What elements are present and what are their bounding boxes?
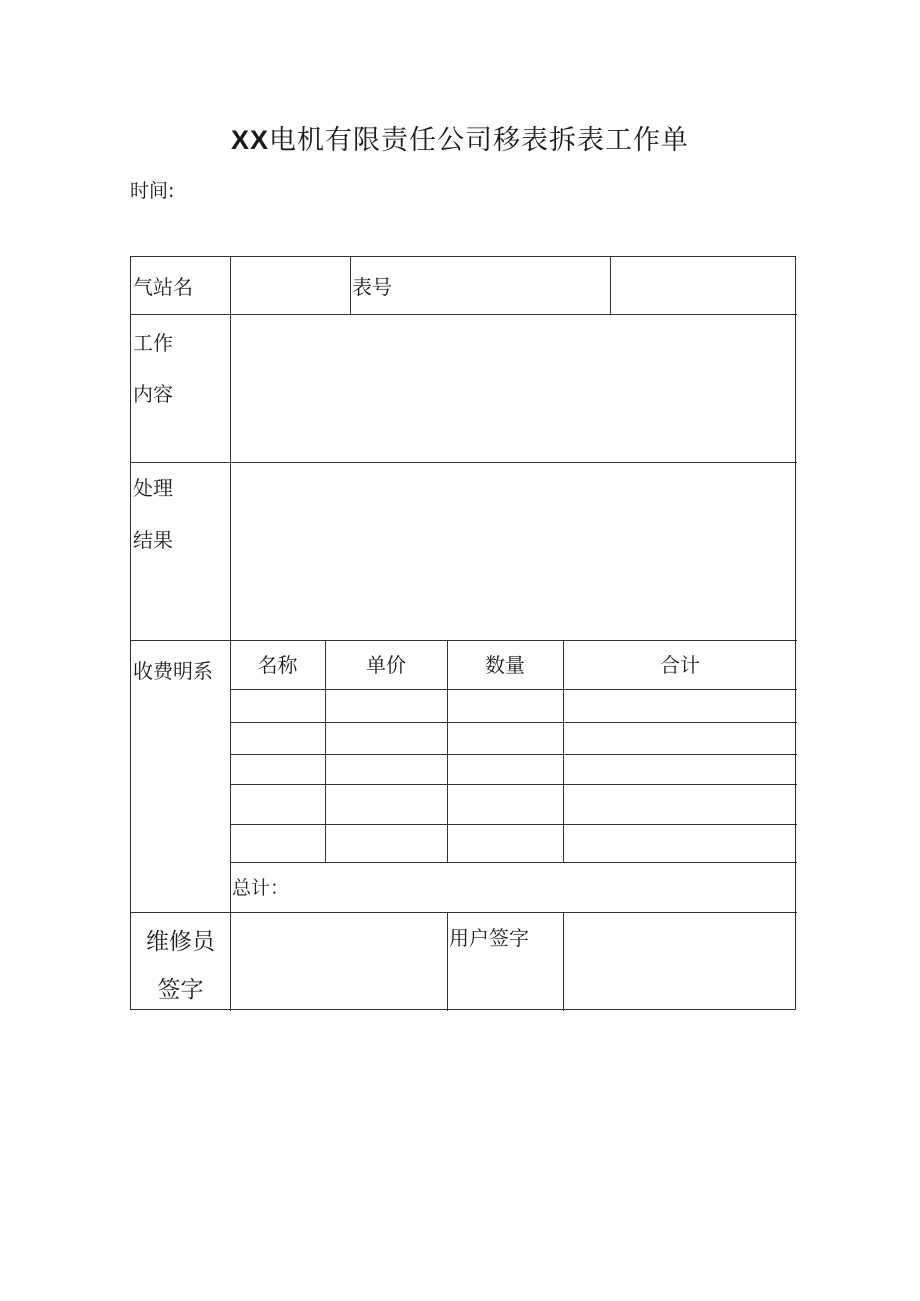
label-column-line (230, 257, 231, 1011)
document-title (0, 118, 920, 157)
fee-row-line-4 (230, 784, 797, 785)
work-order-form (130, 256, 796, 1010)
fee-row-line-1 (230, 689, 797, 690)
total-label: 总计： (232, 877, 290, 899)
result-label-line1: 处理 (133, 476, 173, 500)
repairer-sign-label-line1: 维修员 (146, 929, 215, 955)
title-text: 电机有限责任公司移表拆表工作单 (269, 125, 690, 156)
fee-header-name: 名称 (257, 653, 298, 677)
work-content-label-line1: 工作 (133, 331, 173, 355)
meter-value-right-line (610, 257, 611, 314)
time-label: 时间: (130, 180, 175, 202)
fee-header-quantity: 数量 (485, 653, 525, 677)
sign-col-line-2 (563, 912, 564, 1011)
repairer-sign-label-line2: 签字 (157, 977, 204, 1003)
title-prefix: XX (230, 125, 270, 155)
station-name-label: 气站名 (133, 275, 193, 299)
fee-row-line-3 (230, 754, 797, 755)
user-sign-label: 用户签字 (449, 926, 529, 950)
fee-row-line-5 (230, 824, 797, 825)
station-value-right-line (350, 257, 351, 314)
meter-number-label: 表号 (352, 275, 392, 299)
sign-col-line-1 (447, 912, 448, 1011)
result-label-line2: 结果 (133, 528, 173, 552)
fee-header-subtotal: 合计 (660, 653, 700, 677)
fee-header-unit-price: 单价 (366, 653, 406, 677)
fee-detail-label: 收费明系 (133, 659, 213, 683)
fee-row-line-2 (230, 722, 797, 723)
work-content-label-line2: 内容 (133, 382, 173, 406)
fee-row-line-6 (230, 862, 797, 863)
